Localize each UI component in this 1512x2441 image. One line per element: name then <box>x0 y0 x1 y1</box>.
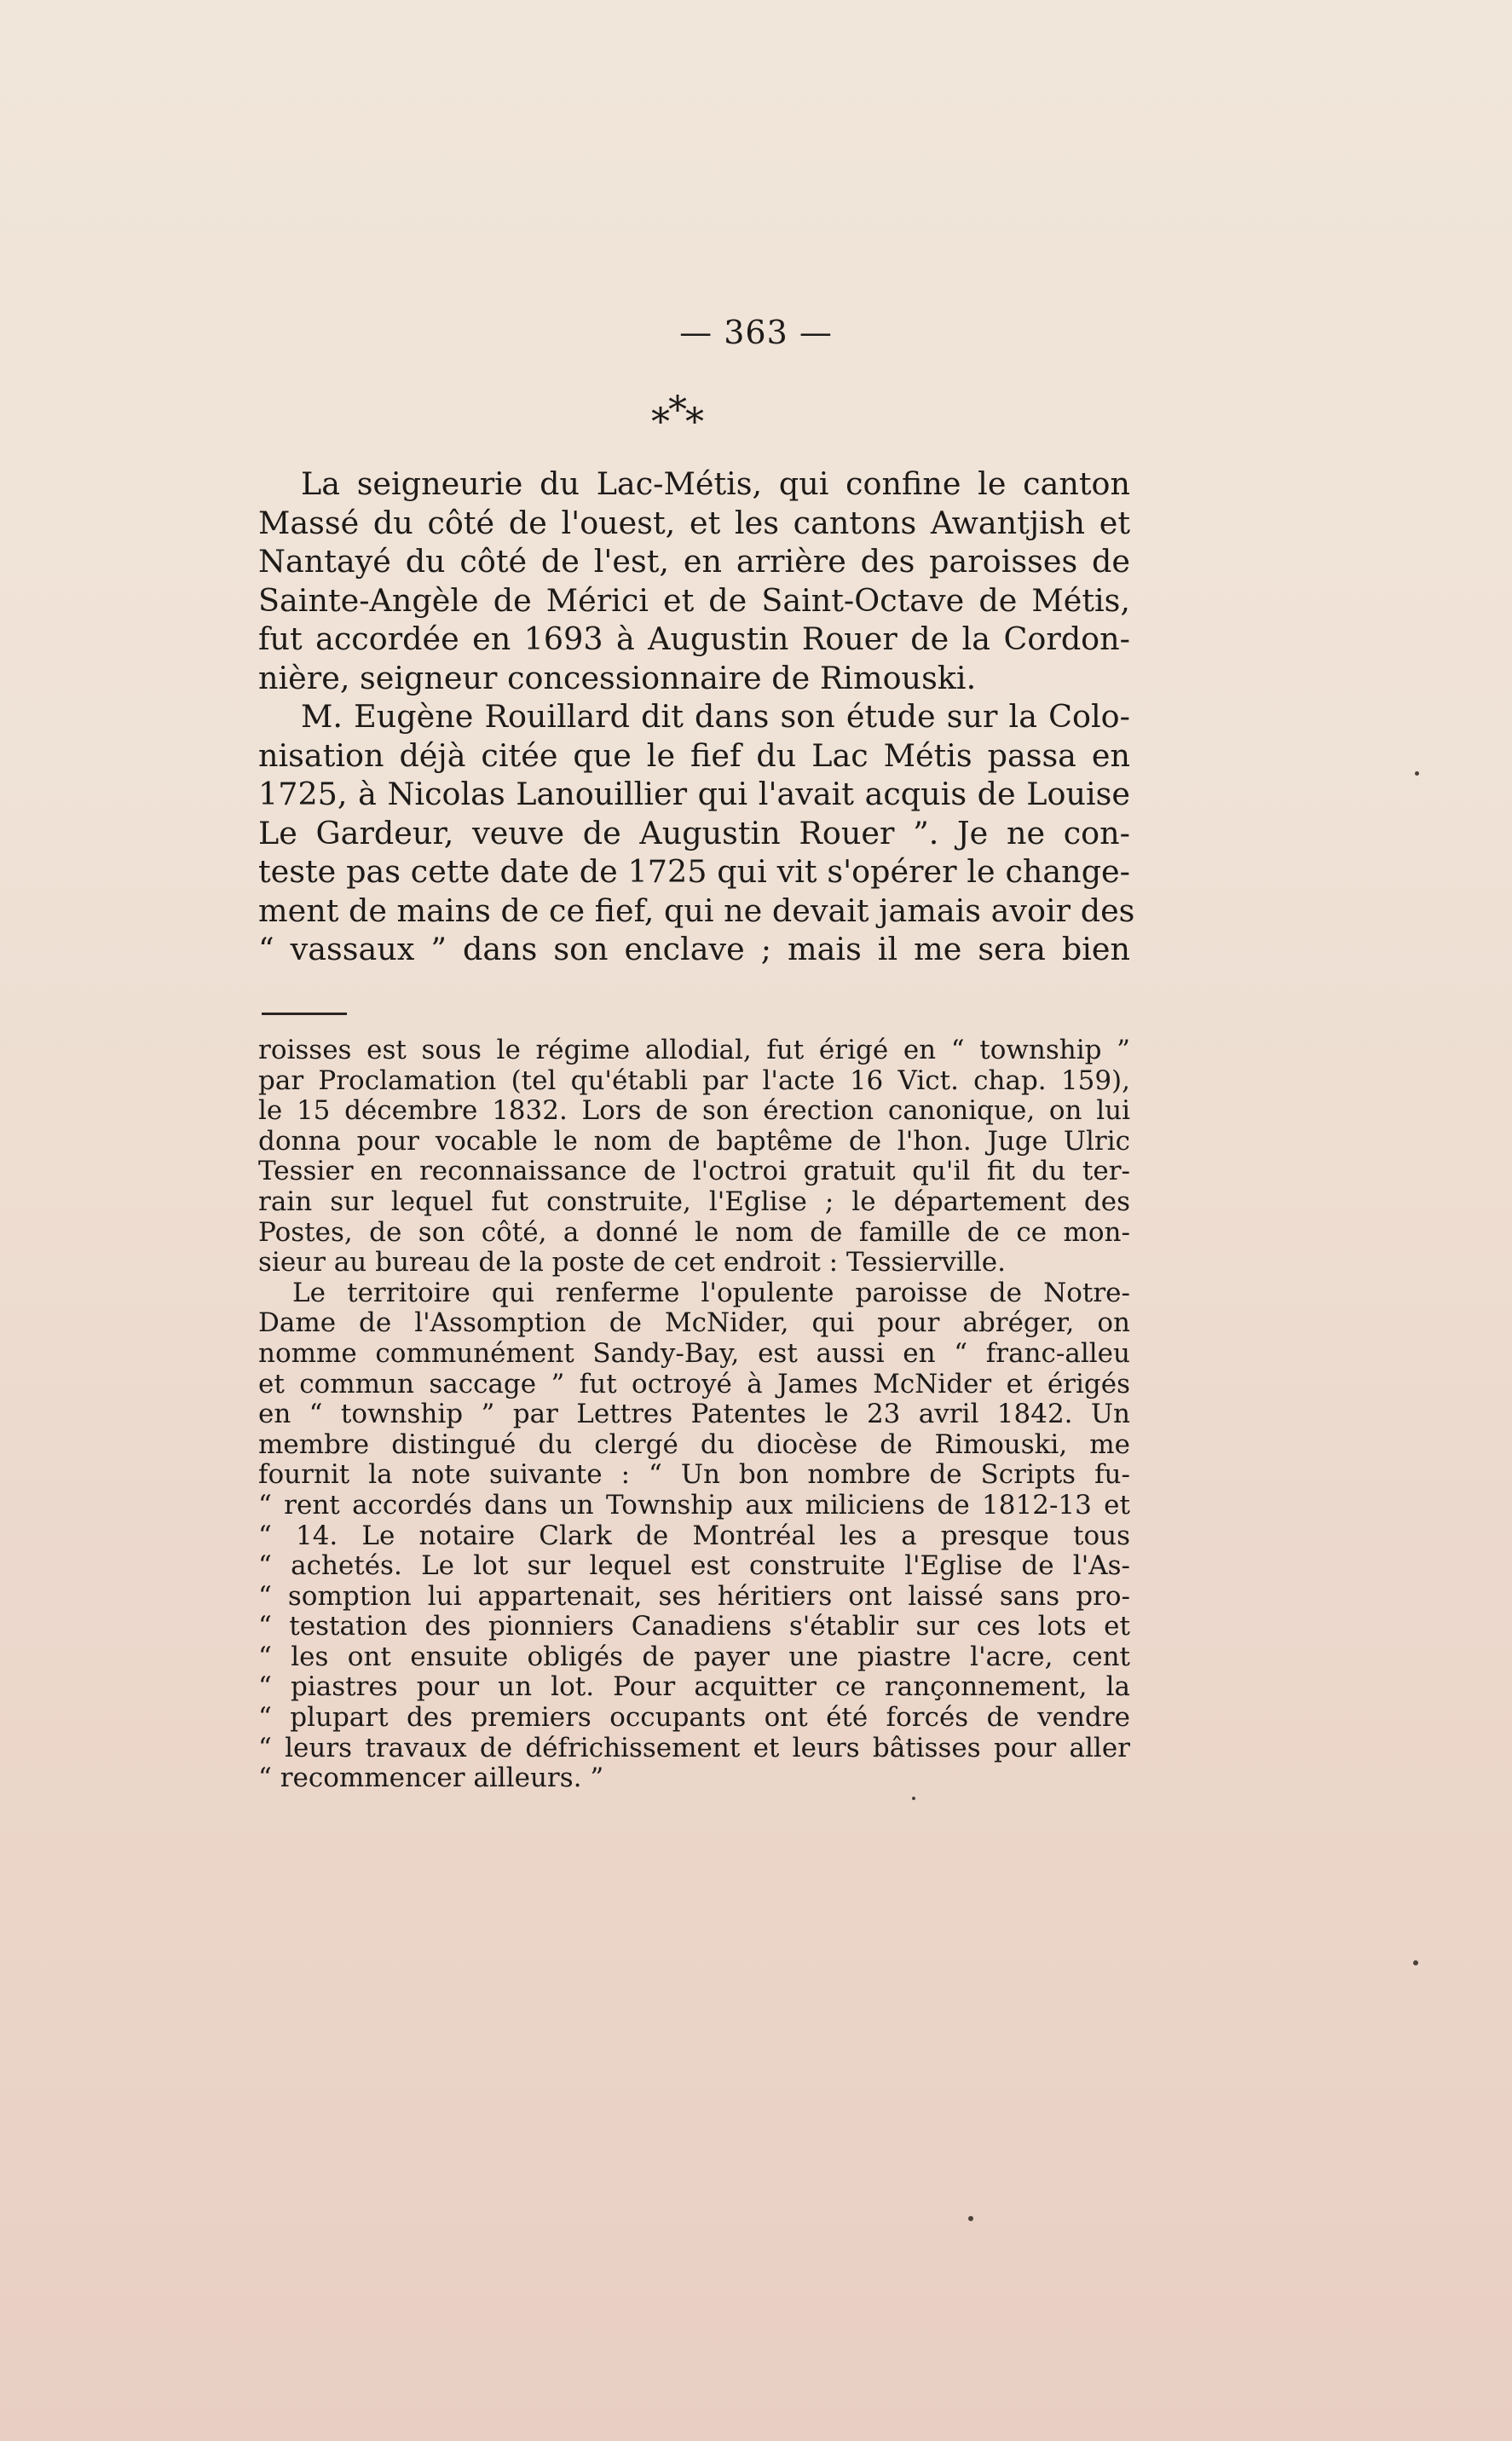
footnote-separator-rule <box>262 1013 347 1015</box>
main-text-line: Massé du côté de l'ouest, et les cantons Awantjish et <box>258 504 1130 541</box>
footnote-line: donna pour vocable le nom de baptême de l'hon. Juge Ulric <box>258 1125 1130 1157</box>
main-text-line: nière, seigneur concessionnaire de Rimouski. <box>258 659 977 696</box>
main-text-line: Le Gardeur, veuve de Augustin Rouer ”. Je ne con- <box>258 814 1130 851</box>
footnote-line: fournit la note suivante : “ Un bon nombre de Scripts fu- <box>258 1459 1130 1491</box>
footnote-line: “ recommencer ailleurs. ” <box>258 1763 604 1794</box>
paper-speck <box>1413 1960 1418 1965</box>
footnote-line: membre distingué du clergé du diocèse de Rimouski, me <box>258 1428 1130 1460</box>
footnote-line: “ testation des pionniers Canadiens s'établir sur ces lots et <box>258 1611 1130 1642</box>
main-text-line: Nantayé du côté de l'est, en arrière des paroisses de <box>258 543 1130 580</box>
paper-speck <box>968 2216 973 2221</box>
main-text-line: La seigneurie du Lac-Métis, qui confine le canton <box>301 465 1130 502</box>
footnote-text <box>258 1036 1130 1794</box>
footnote-line: en “ township ” par Lettres Patentes le 23 avril 1842. Un <box>258 1399 1130 1430</box>
paper-speck <box>912 1797 915 1800</box>
footnote-line: Dame de l'Assomption de McNider, qui pour abréger, on <box>258 1307 1130 1339</box>
footnote-line: Tessier en reconnaissance de l'octroi gratuit qu'il fit du ter- <box>258 1156 1130 1187</box>
page-number: — 363 — <box>679 314 833 351</box>
main-text-body <box>258 465 1135 969</box>
footnote-line: “ achetés. Le lot sur lequel est construite l'Eglise de l'As- <box>258 1550 1130 1582</box>
paper-speck <box>1415 771 1419 776</box>
footnote-line: “ 14. Le notaire Clark de Montréal les a presque tous <box>258 1520 1130 1551</box>
main-text-line: ment de mains de ce fief, qui ne devait jamais avoir des <box>258 892 1135 929</box>
main-text-line: “ vassaux ” dans son enclave ; mais il me sera bien <box>258 931 1130 967</box>
footnote-line: rain sur lequel fut construite, l'Eglise ; le département des <box>258 1186 1130 1217</box>
footnote-line: le 15 décembre 1832. Lors de son érection canonique, on lui <box>258 1095 1130 1127</box>
footnote-line: par Proclamation (tel qu'établi par l'acte 16 Vict. chap. 159), <box>258 1065 1130 1096</box>
footnote-line: et commun saccage ” fut octroyé à James McNider et érigés <box>258 1368 1130 1399</box>
footnote-line: Le territoire qui renferme l'opulente paroisse de Notre- <box>292 1277 1130 1308</box>
footnote-line: Postes, de son côté, a donné le nom de famille de ce mon- <box>258 1216 1130 1248</box>
footnote-line: “ piastres pour un lot. Pour acquitter ce rançonnement, la <box>258 1671 1130 1703</box>
footnote-line: sieur au bureau de la poste de cet endroit : Tessierville. <box>258 1247 1006 1278</box>
footnote-line: nomme communément Sandy-Bay, est aussi en “ franc-alleu <box>258 1337 1130 1369</box>
main-text-line: Sainte-Angèle de Mérici et de Saint-Octave de Métis, <box>258 581 1130 619</box>
footnote-line: “ rent accordés dans un Township aux miliciens de 1812-13 et <box>258 1489 1130 1521</box>
footnote-line: roisses est sous le régime allodial, fut érigé en “ township ” <box>258 1035 1130 1065</box>
main-text-line: 1725, à Nicolas Lanouillier qui l'avait acquis de Louise <box>258 776 1130 812</box>
footnote-line: “ somption lui appartenait, ses héritiers ont laissé sans pro- <box>258 1580 1130 1612</box>
footnote-line: “ plupart des premiers occupants ont été forcés de vendre <box>258 1702 1130 1734</box>
asterism-ornament: * * * <box>651 389 704 444</box>
footnote-line: “ leurs travaux de défrichissement et leurs bâtisses pour aller <box>258 1732 1130 1763</box>
main-text-line: M. Eugène Rouillard dit dans son étude sur la Colo- <box>301 698 1130 735</box>
main-text-line: fut accordée en 1693 à Augustin Rouer de la Cordon- <box>258 620 1130 657</box>
main-text-line: teste pas cette date de 1725 qui vit s'opérer le change- <box>258 853 1130 890</box>
footnote-line: “ les ont ensuite obligés de payer une piastre l'acre, cent <box>258 1641 1130 1672</box>
main-text-line: nisation déjà citée que le fief du Lac Métis passa en <box>258 736 1130 774</box>
